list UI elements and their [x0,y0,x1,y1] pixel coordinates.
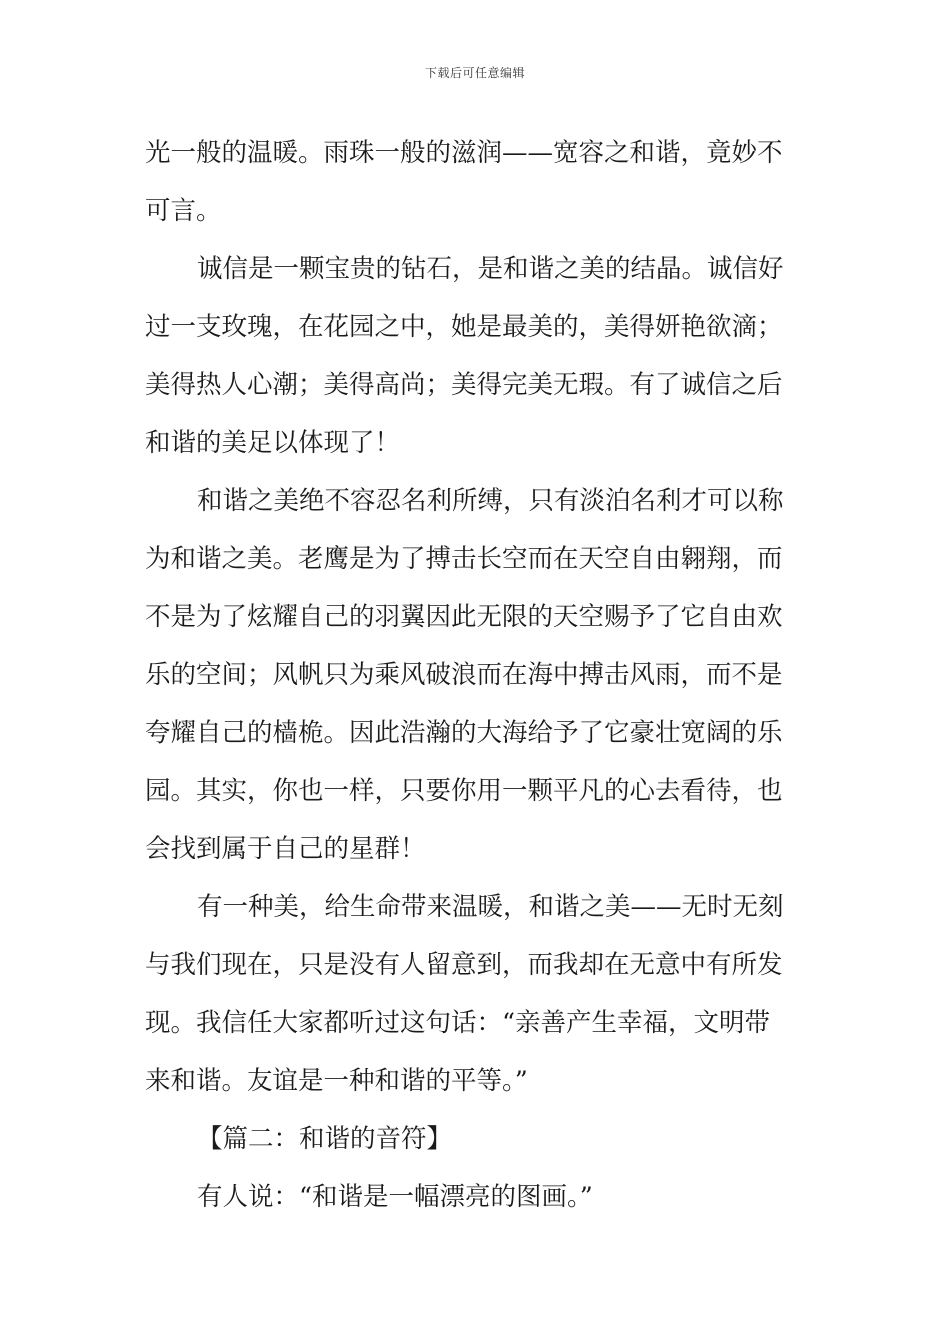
text-line: 可言。 [145,196,222,226]
document-body [145,126,807,1228]
paragraph [145,474,807,880]
text-line: 会找到属于自己的星群！ [145,834,426,864]
text-line: 乐的空间；风帆只为乘风破浪而在海中搏击风雨，而不是 [145,660,783,690]
text-line: 光一般的温暖。雨珠一般的滋润——宽容之和谐，竟妙不 [145,138,783,168]
paragraph [145,126,807,242]
section-heading [145,1112,807,1170]
text-line: 现。我信任大家都听过这句话：“亲善产生幸福，文明带 [145,1008,771,1038]
text-line: 有人说：“和谐是一幅漂亮的图画。” [197,1182,593,1212]
text-line: 和谐的美足以体现了！ [145,428,401,458]
paragraph [145,880,807,1112]
page-header: 下载后可任意编辑 [424,66,525,80]
text-line: 美得热人心潮；美得高尚；美得完美无瑕。有了诚信之后 [145,370,783,400]
paragraph [145,242,807,474]
text-line: 园。其实，你也一样，只要你用一颗平凡的心去看待，也 [145,776,783,806]
paragraph [145,1170,807,1228]
text-line: 为和谐之美。老鹰是为了搏击长空而在天空自由翱翔，而 [145,544,783,574]
text-line: 和谐之美绝不容忍名利所缚，只有淡泊名利才可以称 [197,486,784,516]
text-line: 夸耀自己的樯桅。因此浩瀚的大海给予了它豪壮宽阔的乐 [145,718,783,748]
text-line: 与我们现在，只是没有人留意到，而我却在无意中有所发 [145,950,783,980]
text-line: 不是为了炫耀自己的羽翼因此无限的天空赐予了它自由欢 [145,602,783,632]
text-line: 有一种美，给生命带来温暖，和谐之美——无时无刻 [197,892,784,922]
text-line: 诚信是一颗宝贵的钻石，是和谐之美的结晶。诚信好 [197,254,784,284]
section-title: 【篇二：和谐的音符】 [197,1124,453,1154]
text-line: 来和谐。友谊是一种和谐的平等。” [145,1066,528,1096]
text-line: 过一支玫瑰，在花园之中，她是最美的，美得妍艳欲滴； [145,312,783,342]
